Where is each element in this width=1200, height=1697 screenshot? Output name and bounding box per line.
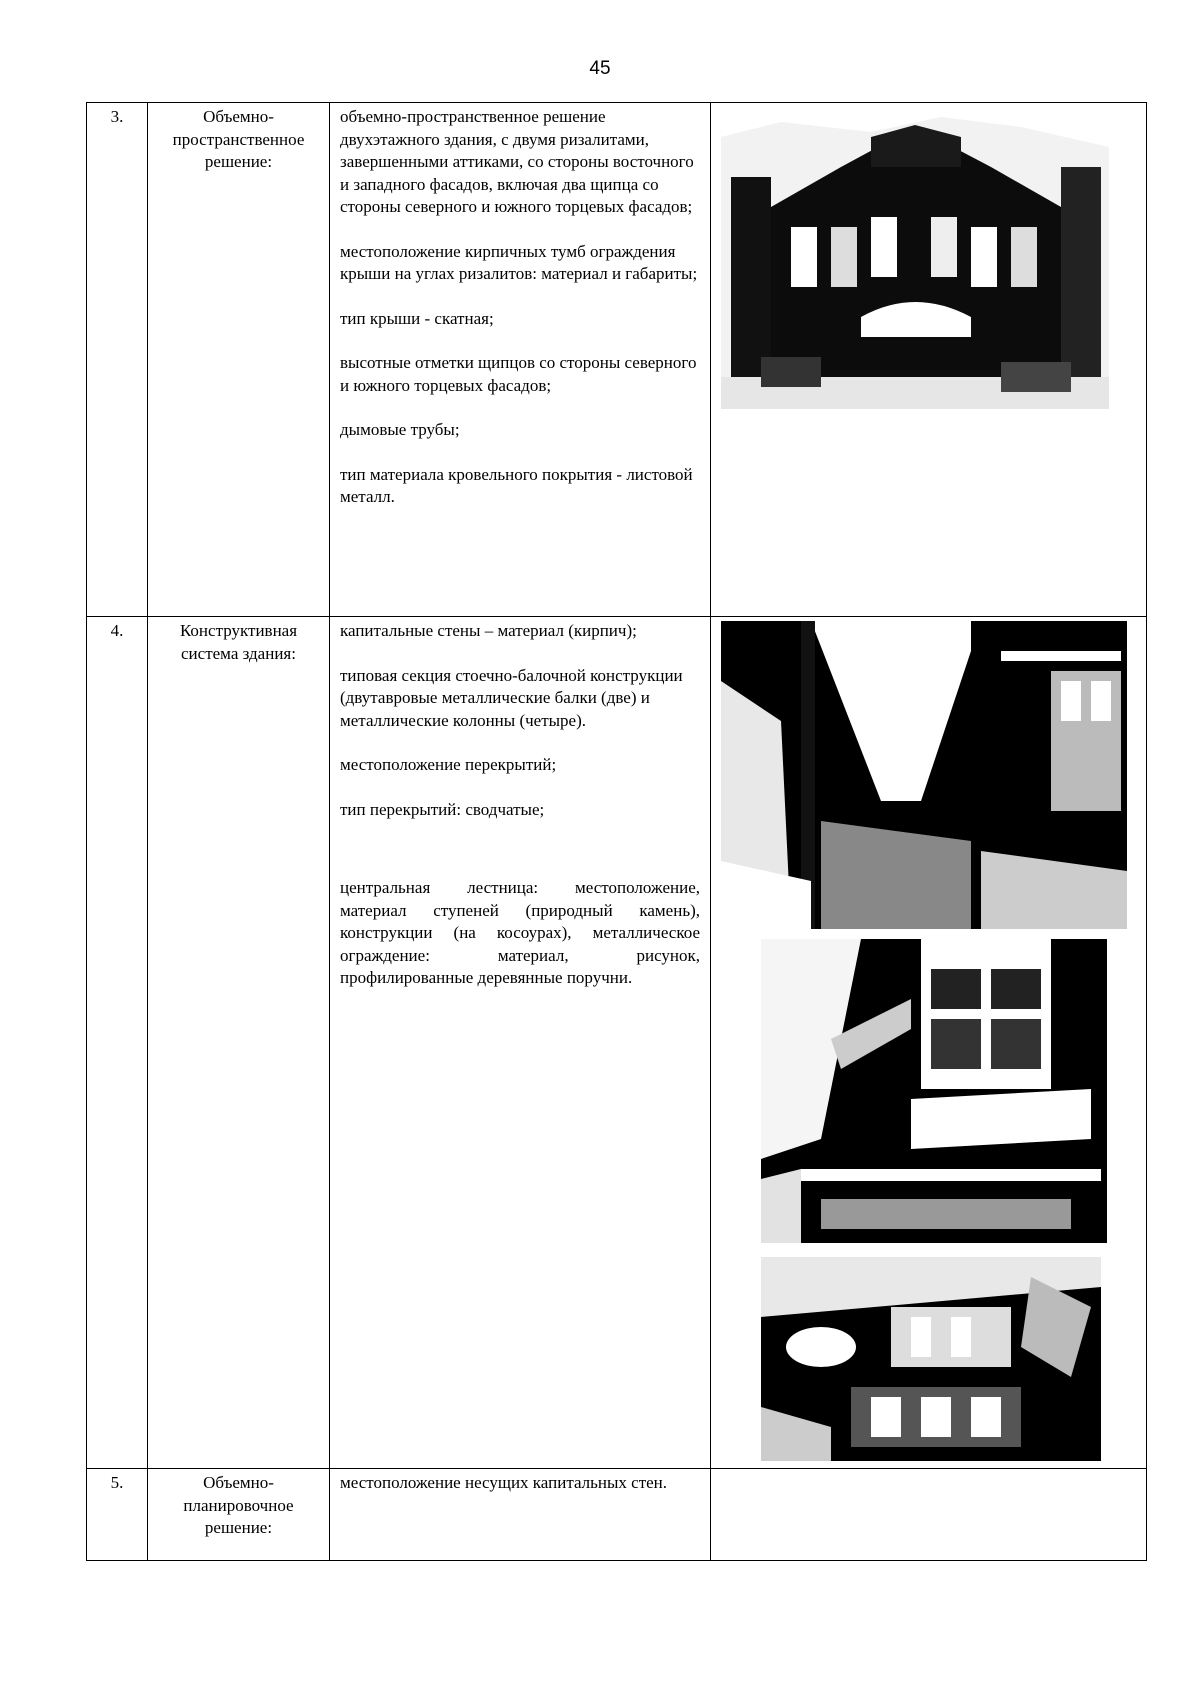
row-description <box>330 617 711 1469</box>
table-row <box>87 617 1147 1469</box>
row-number: 3. <box>87 103 148 617</box>
interior-columns-photo <box>721 621 1127 929</box>
interior-ceiling-photo <box>761 1257 1101 1461</box>
spacer <box>340 843 700 877</box>
description-item: местоположение перекрытий; <box>340 755 557 774</box>
row-description <box>330 103 711 617</box>
description-item: центральная лестница: местоположение, материал ступеней (природный камень), конструкции (на косоурах), металлическое ограждение: материал, рисунок, профилированные деревянные поручни. <box>340 878 700 987</box>
row-photos <box>711 103 1147 617</box>
description-item: высотные отметки щипцов со стороны северного и южного торцевых фасадов; <box>340 353 697 395</box>
row-photos <box>711 617 1147 1469</box>
row-title: Объемно-пространственное решение: <box>148 103 330 617</box>
description-item: местоположение кирпичных тумб ограждения крыши на углах ризалитов: материал и габариты; <box>340 241 698 283</box>
description-item: дымовые трубы; <box>340 420 460 439</box>
description-item: тип крыши - скатная; <box>340 308 494 328</box>
row-description <box>330 1469 711 1561</box>
page-number: 45 <box>589 58 611 79</box>
interior-staircase-photo <box>761 939 1107 1243</box>
description-item: тип перекрытий: сводчатые; <box>340 799 545 819</box>
row-photos <box>711 1469 1147 1561</box>
description-item: тип материала кровельного покрытия - листовой металл. <box>340 464 693 506</box>
table-row <box>87 1469 1147 1561</box>
description-item: объемно-пространственное решение двухэтажного здания, с двумя ризалитами, завершенными аттиками, со стороны восточного и западного фасадов, включая два щипца со стороны северного и южного торцевых фасадов; <box>340 107 694 216</box>
description-item: местоположение несущих капитальных стен. <box>340 1473 668 1492</box>
row-title: Объемно-планировочное решение: <box>148 1469 330 1561</box>
row-number: 5. <box>87 1469 148 1561</box>
table-row <box>87 103 1147 617</box>
description-item: капитальные стены – материал (кирпич); <box>340 621 637 640</box>
row-number: 4. <box>87 617 148 1469</box>
row-title: Конструктивная система здания: <box>148 617 330 1469</box>
building-facade-photo <box>721 107 1109 409</box>
description-item: типовая секция стоечно-балочной конструкции (двутавровые металлические балки (две) и металлические колонны (четыре). <box>340 665 683 730</box>
document-table <box>86 102 1147 1561</box>
